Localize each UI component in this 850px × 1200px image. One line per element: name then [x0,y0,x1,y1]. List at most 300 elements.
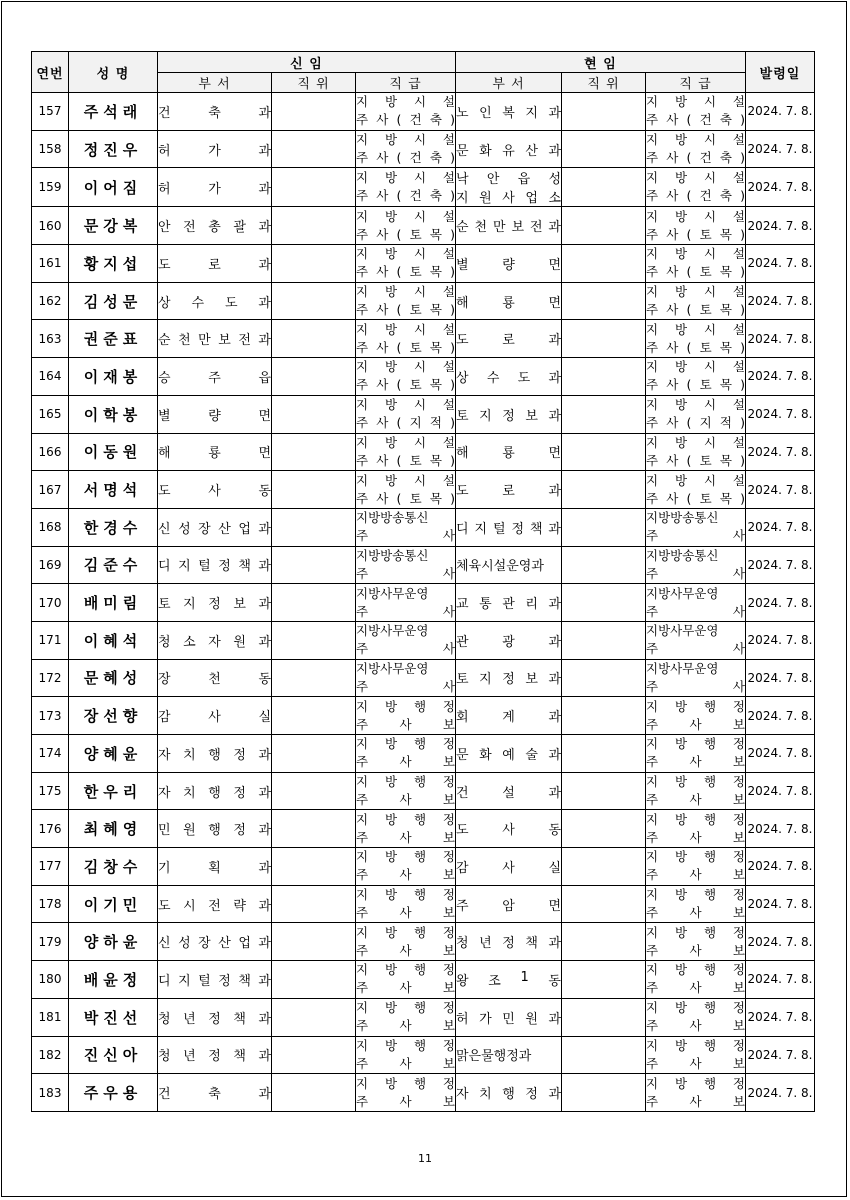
new-department: 건 축 과 [158,93,272,131]
new-grade-line: 주 사 ( 토 목 ) [356,264,455,280]
employee-name: 김성문 [69,282,158,320]
new-grade-line: 주 사 [356,678,455,694]
new-grade [356,245,456,283]
new-grade [356,584,456,622]
appointment-date: 2024. 7. 8. [746,130,815,168]
current-grade [646,848,746,886]
current-grade-line: 주 사 보 [646,829,745,845]
new-grade [356,961,456,999]
table-row [32,358,815,396]
row-number: 180 [32,961,69,999]
current-department: 자 치 행 정 과 [456,1074,562,1112]
appointment-date: 2024. 7. 8. [746,358,815,396]
header-new-dept: 부 서 [158,73,272,93]
new-grade-line: 주 사 ( 토 목 ) [356,452,455,468]
new-position [272,1074,356,1112]
appointment-date: 2024. 7. 8. [746,885,815,923]
new-grade [356,885,456,923]
appointment-date: 2024. 7. 8. [746,433,815,471]
employee-name: 이기민 [69,885,158,923]
employee-name: 배미림 [69,584,158,622]
current-grade-line: 지 방 시 설 [646,472,745,488]
current-position [562,471,646,509]
new-grade-line: 지 방 행 정 [356,1075,455,1091]
current-grade-line: 주 사 보 [646,792,745,808]
employee-name: 최혜영 [69,810,158,848]
new-grade [356,433,456,471]
current-position [562,1074,646,1112]
current-department: 회 계 과 [456,697,562,735]
current-grade-line: 지 방 시 설 [646,246,745,262]
current-grade-line: 지방사무운영 [646,660,719,676]
current-department: 디 지 털 정 책 과 [456,508,562,546]
new-position [272,282,356,320]
new-department: 신 성 장 산 업 과 [158,923,272,961]
new-position [272,772,356,810]
appointment-date: 2024. 7. 8. [746,282,815,320]
new-position [272,471,356,509]
current-department: 왕 조 1 동 [456,961,562,999]
row-number: 160 [32,207,69,245]
table-row [32,697,815,735]
header-name: 성 명 [69,52,158,93]
current-grade-line: 지 방 행 정 [646,698,745,714]
new-grade-line: 주 사 보 [356,942,455,958]
table-row [32,207,815,245]
row-number: 182 [32,1036,69,1074]
table-row [32,93,815,131]
employee-name: 양혜윤 [69,735,158,773]
current-department: 도 사 동 [456,810,562,848]
current-grade [646,168,746,207]
new-position [272,621,356,659]
new-grade-line: 주 사 [356,603,455,619]
new-grade [356,1036,456,1074]
new-grade [356,998,456,1036]
new-grade-line: 주 사 보 [356,716,455,732]
current-department: 순 천 만 보 전 과 [456,207,562,245]
current-grade-line: 지 방 행 정 [646,887,745,903]
header-current-post: 현 임 [456,52,746,73]
new-department: 장 천 동 [158,659,272,697]
current-position [562,433,646,471]
table-row [32,1074,815,1112]
new-grade-line: 지 방 시 설 [356,132,455,148]
new-position [272,320,356,358]
table-row [32,885,815,923]
new-grade-line: 지방사무운영 [356,660,429,676]
header-cur-dept: 부 서 [456,73,562,93]
new-grade-line: 지 방 행 정 [356,887,455,903]
row-number: 161 [32,245,69,283]
employee-name: 권준표 [69,320,158,358]
employee-name: 황지섭 [69,245,158,283]
current-grade [646,885,746,923]
employee-name: 장선향 [69,697,158,735]
appointment-date: 2024. 7. 8. [746,320,815,358]
current-department: 토 지 정 보 과 [456,395,562,433]
row-number: 170 [32,584,69,622]
current-department: 허 가 민 원 과 [456,998,562,1036]
new-grade-line: 지방방송통신 [356,547,429,563]
appointment-date: 2024. 7. 8. [746,207,815,245]
current-position [562,697,646,735]
header-no: 연번 [32,52,69,93]
new-position [272,810,356,848]
table-row [32,998,815,1036]
new-grade-line: 주 사 ( 건 축 ) [356,188,455,204]
current-grade-line: 지 방 시 설 [646,397,745,413]
new-grade-line: 주 사 보 [356,980,455,996]
current-grade [646,621,746,659]
header-date: 발령일 [746,52,815,93]
current-grade-line: 지 방 시 설 [646,359,745,375]
table-row [32,433,815,471]
row-number: 176 [32,810,69,848]
current-position [562,621,646,659]
row-number: 167 [32,471,69,509]
header-cur-position: 직 위 [562,73,646,93]
table-row [32,659,815,697]
new-department: 디 지 털 정 책 과 [158,961,272,999]
current-grade-line: 지 방 시 설 [646,132,745,148]
new-grade-line: 지방사무운영 [356,623,429,639]
current-department: 주 암 면 [456,885,562,923]
new-grade-line: 주 사 보 [356,792,455,808]
table-row [32,961,815,999]
new-grade [356,697,456,735]
appointment-date: 2024. 7. 8. [746,621,815,659]
current-position [562,546,646,584]
new-grade-line: 주 사 보 [356,1018,455,1034]
new-grade-line: 지 방 시 설 [356,359,455,375]
new-position [272,923,356,961]
new-grade [356,772,456,810]
current-grade-line: 주 사 보 [646,905,745,921]
row-number: 165 [32,395,69,433]
table-row [32,245,815,283]
row-number: 157 [32,93,69,131]
new-department: 건 축 과 [158,1074,272,1112]
new-grade [356,848,456,886]
new-grade [356,621,456,659]
table-row [32,546,815,584]
row-number: 172 [32,659,69,697]
current-grade-line: 주 사 [646,641,745,657]
current-department: 도 로 과 [456,320,562,358]
current-grade-line: 주 사 ( 토 목 ) [646,264,745,280]
new-grade-line: 지 방 시 설 [356,94,455,110]
current-grade [646,207,746,245]
current-department: 낙 안 읍 성 지 원 사 업 소 [456,168,562,207]
new-department: 민 원 행 정 과 [158,810,272,848]
table-row [32,772,815,810]
current-position [562,93,646,131]
current-grade-line: 주 사 ( 토 목 ) [646,226,745,242]
table-row [32,130,815,168]
new-department: 도 로 과 [158,245,272,283]
appointment-date: 2024. 7. 8. [746,168,815,207]
new-department: 신 성 장 산 업 과 [158,508,272,546]
current-grade [646,508,746,546]
current-grade [646,471,746,509]
current-position [562,168,646,207]
current-department: 별 량 면 [456,245,562,283]
employee-name: 배윤정 [69,961,158,999]
new-grade [356,1074,456,1112]
employee-name: 김준수 [69,546,158,584]
current-grade-line: 지 방 행 정 [646,1075,745,1091]
new-position [272,358,356,396]
row-number: 162 [32,282,69,320]
new-position [272,848,356,886]
appointment-date: 2024. 7. 8. [746,848,815,886]
new-position [272,395,356,433]
current-position [562,395,646,433]
new-grade-line: 지 방 시 설 [356,434,455,450]
new-department: 허 가 과 [158,130,272,168]
new-grade-line: 지 방 행 정 [356,774,455,790]
employee-name: 양하윤 [69,923,158,961]
current-grade-line: 주 사 ( 토 목 ) [646,302,745,318]
current-position [562,245,646,283]
new-grade [356,207,456,245]
new-grade-line: 지 방 행 정 [356,849,455,865]
current-grade-line: 지 방 행 정 [646,962,745,978]
current-grade-line: 주 사 ( 지 적 ) [646,415,745,431]
new-position [272,93,356,131]
appointment-date: 2024. 7. 8. [746,245,815,283]
current-grade-line: 주 사 보 [646,1093,745,1109]
new-grade-line: 지 방 시 설 [356,208,455,224]
employee-name: 진신아 [69,1036,158,1074]
employee-name: 한우리 [69,772,158,810]
new-department: 청 년 정 책 과 [158,998,272,1036]
current-grade-line: 주 사 보 [646,754,745,770]
new-department: 해 룡 면 [158,433,272,471]
current-grade-line: 지방사무운영 [646,623,719,639]
new-department: 승 주 읍 [158,358,272,396]
current-grade-line: 주 사 [646,678,745,694]
new-grade-line: 주 사 ( 건 축 ) [356,150,455,166]
new-grade-line: 지 방 시 설 [356,472,455,488]
new-position [272,659,356,697]
new-grade-line: 지 방 행 정 [356,1000,455,1016]
current-position [562,735,646,773]
new-grade-line: 지 방 행 정 [356,962,455,978]
new-position [272,961,356,999]
header-cur-grade: 직 급 [646,73,746,93]
current-grade-line: 지 방 시 설 [646,94,745,110]
new-grade-line: 지 방 시 설 [356,170,455,186]
table-row [32,282,815,320]
table-body [32,93,815,1112]
appointment-date: 2024. 7. 8. [746,93,815,131]
current-grade-line: 주 사 보 [646,716,745,732]
new-position [272,245,356,283]
new-grade-line: 지 방 시 설 [356,321,455,337]
current-department: 체육시설운영과 [456,546,562,584]
employee-name: 이어짐 [69,168,158,207]
new-position [272,168,356,207]
appointment-date: 2024. 7. 8. [746,735,815,773]
new-position [272,433,356,471]
current-department: 청 년 정 책 과 [456,923,562,961]
table-row [32,471,815,509]
appointment-date: 2024. 7. 8. [746,584,815,622]
row-number: 174 [32,735,69,773]
current-grade-line: 지 방 시 설 [646,170,745,186]
new-grade-line: 주 사 보 [356,1055,455,1071]
new-grade [356,923,456,961]
new-department: 도 시 전 략 과 [158,885,272,923]
current-position [562,207,646,245]
table-row [32,584,815,622]
current-grade [646,433,746,471]
current-grade [646,1036,746,1074]
row-number: 179 [32,923,69,961]
appointment-date: 2024. 7. 8. [746,1074,815,1112]
new-department: 토 지 정 보 과 [158,584,272,622]
current-department: 맑은물행정과 [456,1036,562,1074]
current-grade-line: 주 사 보 [646,867,745,883]
current-grade-line: 지방방송통신 [646,547,719,563]
current-department: 관 광 과 [456,621,562,659]
new-position [272,735,356,773]
row-number: 158 [32,130,69,168]
appointment-date: 2024. 7. 8. [746,697,815,735]
new-grade-line: 주 사 보 [356,867,455,883]
table-row [32,395,815,433]
employee-name: 문혜성 [69,659,158,697]
current-department: 건 설 과 [456,772,562,810]
row-number: 171 [32,621,69,659]
new-grade [356,93,456,131]
current-department: 교 통 관 리 과 [456,584,562,622]
new-grade-line: 지 방 시 설 [356,397,455,413]
appointment-date: 2024. 7. 8. [746,395,815,433]
row-number: 168 [32,508,69,546]
table-row [32,735,815,773]
current-grade [646,546,746,584]
appointment-date: 2024. 7. 8. [746,961,815,999]
table-row [32,621,815,659]
new-grade-line: 주 사 [356,641,455,657]
current-position [562,508,646,546]
employee-name: 이재봉 [69,358,158,396]
current-grade [646,923,746,961]
new-grade [356,282,456,320]
new-department: 디 지 털 정 책 과 [158,546,272,584]
current-grade [646,1074,746,1112]
new-grade-line: 주 사 보 [356,1093,455,1109]
appointment-date: 2024. 7. 8. [746,810,815,848]
employee-name: 이학봉 [69,395,158,433]
new-grade [356,659,456,697]
new-grade-line: 주 사 보 [356,905,455,921]
current-position [562,358,646,396]
new-position [272,1036,356,1074]
employee-name: 정진우 [69,130,158,168]
current-grade-line: 지 방 시 설 [646,208,745,224]
row-number: 178 [32,885,69,923]
current-grade [646,810,746,848]
current-grade-line: 주 사 ( 건 축 ) [646,150,745,166]
new-grade-line: 주 사 보 [356,829,455,845]
current-grade [646,735,746,773]
current-department: 상 수 도 과 [456,358,562,396]
new-grade-line: 지 방 행 정 [356,736,455,752]
current-grade [646,282,746,320]
new-position [272,508,356,546]
new-grade-line: 지방방송통신 [356,510,429,526]
current-grade [646,130,746,168]
table-header [32,52,815,93]
employee-name: 박진선 [69,998,158,1036]
current-position [562,584,646,622]
current-position [562,998,646,1036]
current-position [562,772,646,810]
employee-name: 주우용 [69,1074,158,1112]
current-grade-line: 지방방송통신 [646,510,719,526]
row-number: 164 [32,358,69,396]
current-grade-line: 주 사 보 [646,1018,745,1034]
new-grade-line: 주 사 [356,565,455,581]
table-row [32,848,815,886]
current-grade-line: 주 사 [646,565,745,581]
row-number: 177 [32,848,69,886]
current-grade-line: 주 사 보 [646,942,745,958]
current-grade [646,93,746,131]
current-grade-line: 주 사 ( 토 목 ) [646,490,745,506]
table-row [32,168,815,207]
row-number: 183 [32,1074,69,1112]
new-grade-line: 주 사 [356,528,455,544]
current-position [562,810,646,848]
new-grade [356,358,456,396]
new-department: 청 소 자 원 과 [158,621,272,659]
appointment-date: 2024. 7. 8. [746,546,815,584]
appointment-date: 2024. 7. 8. [746,471,815,509]
new-department: 자 치 행 정 과 [158,735,272,773]
new-position [272,207,356,245]
table-row [32,508,815,546]
current-grade-line: 주 사 보 [646,980,745,996]
new-grade-line: 주 사 ( 토 목 ) [356,339,455,355]
current-department: 해 룡 면 [456,282,562,320]
current-position [562,885,646,923]
current-grade [646,395,746,433]
current-grade-line: 지 방 행 정 [646,736,745,752]
current-position [562,848,646,886]
new-grade-line: 주 사 ( 지 적 ) [356,415,455,431]
current-position [562,282,646,320]
current-department: 노 인 복 지 과 [456,93,562,131]
current-department: 문 화 예 술 과 [456,735,562,773]
new-department: 기 획 과 [158,848,272,886]
new-grade-line: 주 사 ( 토 목 ) [356,377,455,393]
new-department: 허 가 과 [158,168,272,207]
current-department: 감 사 실 [456,848,562,886]
appointment-date: 2024. 7. 8. [746,772,815,810]
new-department: 별 량 면 [158,395,272,433]
current-grade-line: 지 방 시 설 [646,434,745,450]
new-department: 도 사 동 [158,471,272,509]
current-position [562,659,646,697]
new-grade-line: 지 방 행 정 [356,698,455,714]
current-grade [646,772,746,810]
current-grade-line: 지 방 시 설 [646,321,745,337]
